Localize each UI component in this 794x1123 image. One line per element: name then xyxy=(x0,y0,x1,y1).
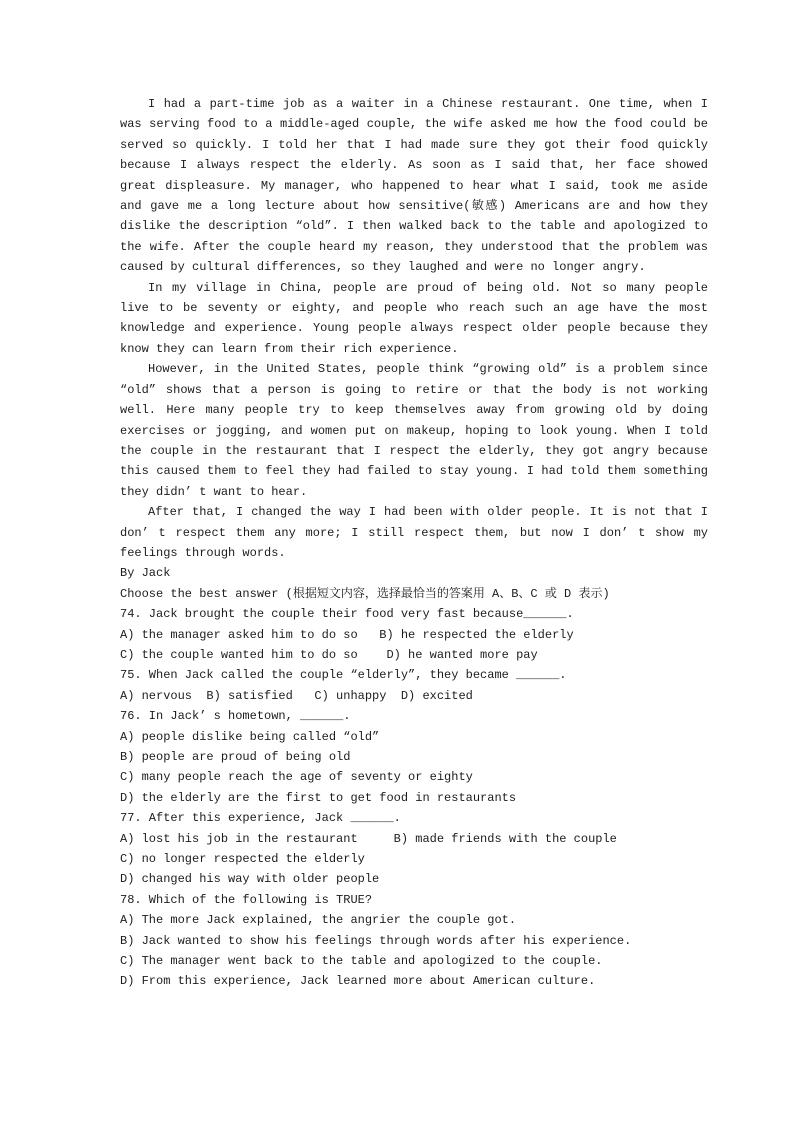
question-76-text: 76. In Jack’ s hometown, ______. xyxy=(120,709,351,724)
passage-paragraph-2: In my village in China, people are proud of being old. Not so many people live to be seventy or eighty, and people who reach such an age have the most knowledge and experience. Young people always respect older people because they know they can learn from their rich experience. xyxy=(120,280,708,356)
byline: By Jack xyxy=(120,566,171,581)
passage-paragraph-1: I had a part-time job as a waiter in a Chinese restaurant. One time, when I was serving food to a middle-aged couple, the wife asked me how the food could be served so quickly. I told her that I had made sure they got their food quickly because I always respect the elderly. As soon as I said that, her face showed great displeasure. My manager, who happened to hear what I said, took me aside and gave me a long lecture about how sensitive(敏感) Americans are and how they dislike the description “old”. I then walked back to the table and apologized to the wife. After the couple heard my reason, they understood that the problem was caused by cultural differences, so they laughed and were no longer angry. xyxy=(120,97,708,275)
question-77-option-line-1: A) lost his job in the restaurant B) made friends with the couple xyxy=(120,831,617,846)
instruction: Choose the best answer (根据短文内容，选择最恰当的答案用 A、B、C 或 D 表示) xyxy=(120,586,610,601)
question-75-text: 75. When Jack called the couple “elderly”, they became ______. xyxy=(120,668,567,683)
question-74-option-line-1: A) the manager asked him to do so B) he respected the elderly xyxy=(120,627,574,642)
question-77-option-line-3: D) changed his way with older people xyxy=(120,872,380,887)
questions-section xyxy=(120,604,708,992)
passage-paragraph-4: After that, I changed the way I had been with older people. It is not that I don’ t respect them any more; I still respect them, but now I don’ t show my feelings through words. xyxy=(120,505,708,560)
question-76-option-line-4: D) the elderly are the first to get food in restaurants xyxy=(120,790,517,805)
question-77-option-line-2: C) no longer respected the elderly xyxy=(120,852,365,867)
question-76-option-line-2: B) people are proud of being old xyxy=(120,750,351,764)
passage-paragraph-3: However, in the United States, people think “growing old” is a problem since “old” shows that a person is going to retire or that the body is not working well. Here many people try to keep themselves away from growing old by doing exercises or jogging, and women put on makeup, hoping to look young. When I told the couple in the restaurant that I respect the elderly, they got angry because this caused them to feel they had failed to stay young. I had told them something they didn’ t want to hear. xyxy=(120,362,708,499)
question-78-option-line-1: A) The more Jack explained, the angrier the couple got. xyxy=(120,913,517,928)
question-78-option-line-4: D) From this experience, Jack learned more about American culture. xyxy=(120,974,596,989)
question-78-text: 78. Which of the following is TRUE? xyxy=(120,892,373,907)
question-77-text: 77. After this experience, Jack ______. xyxy=(120,811,401,826)
question-74-text: 74. Jack brought the couple their food very fast because______. xyxy=(120,607,574,622)
question-76-option-line-1: A) people dislike being called “old” xyxy=(120,729,380,744)
reading-passage xyxy=(120,94,708,563)
question-78-option-line-3: C) The manager went back to the table and apologized to the couple. xyxy=(120,954,603,969)
question-74-option-line-2: C) the couple wanted him to do so D) he wanted more pay xyxy=(120,647,538,662)
question-75-option-line-1: A) nervous B) satisfied C) unhappy D) excited xyxy=(120,688,473,703)
question-76-option-line-3: C) many people reach the age of seventy or eighty xyxy=(120,770,473,785)
question-78-option-line-2: B) Jack wanted to show his feelings through words after his experience. xyxy=(120,933,632,948)
